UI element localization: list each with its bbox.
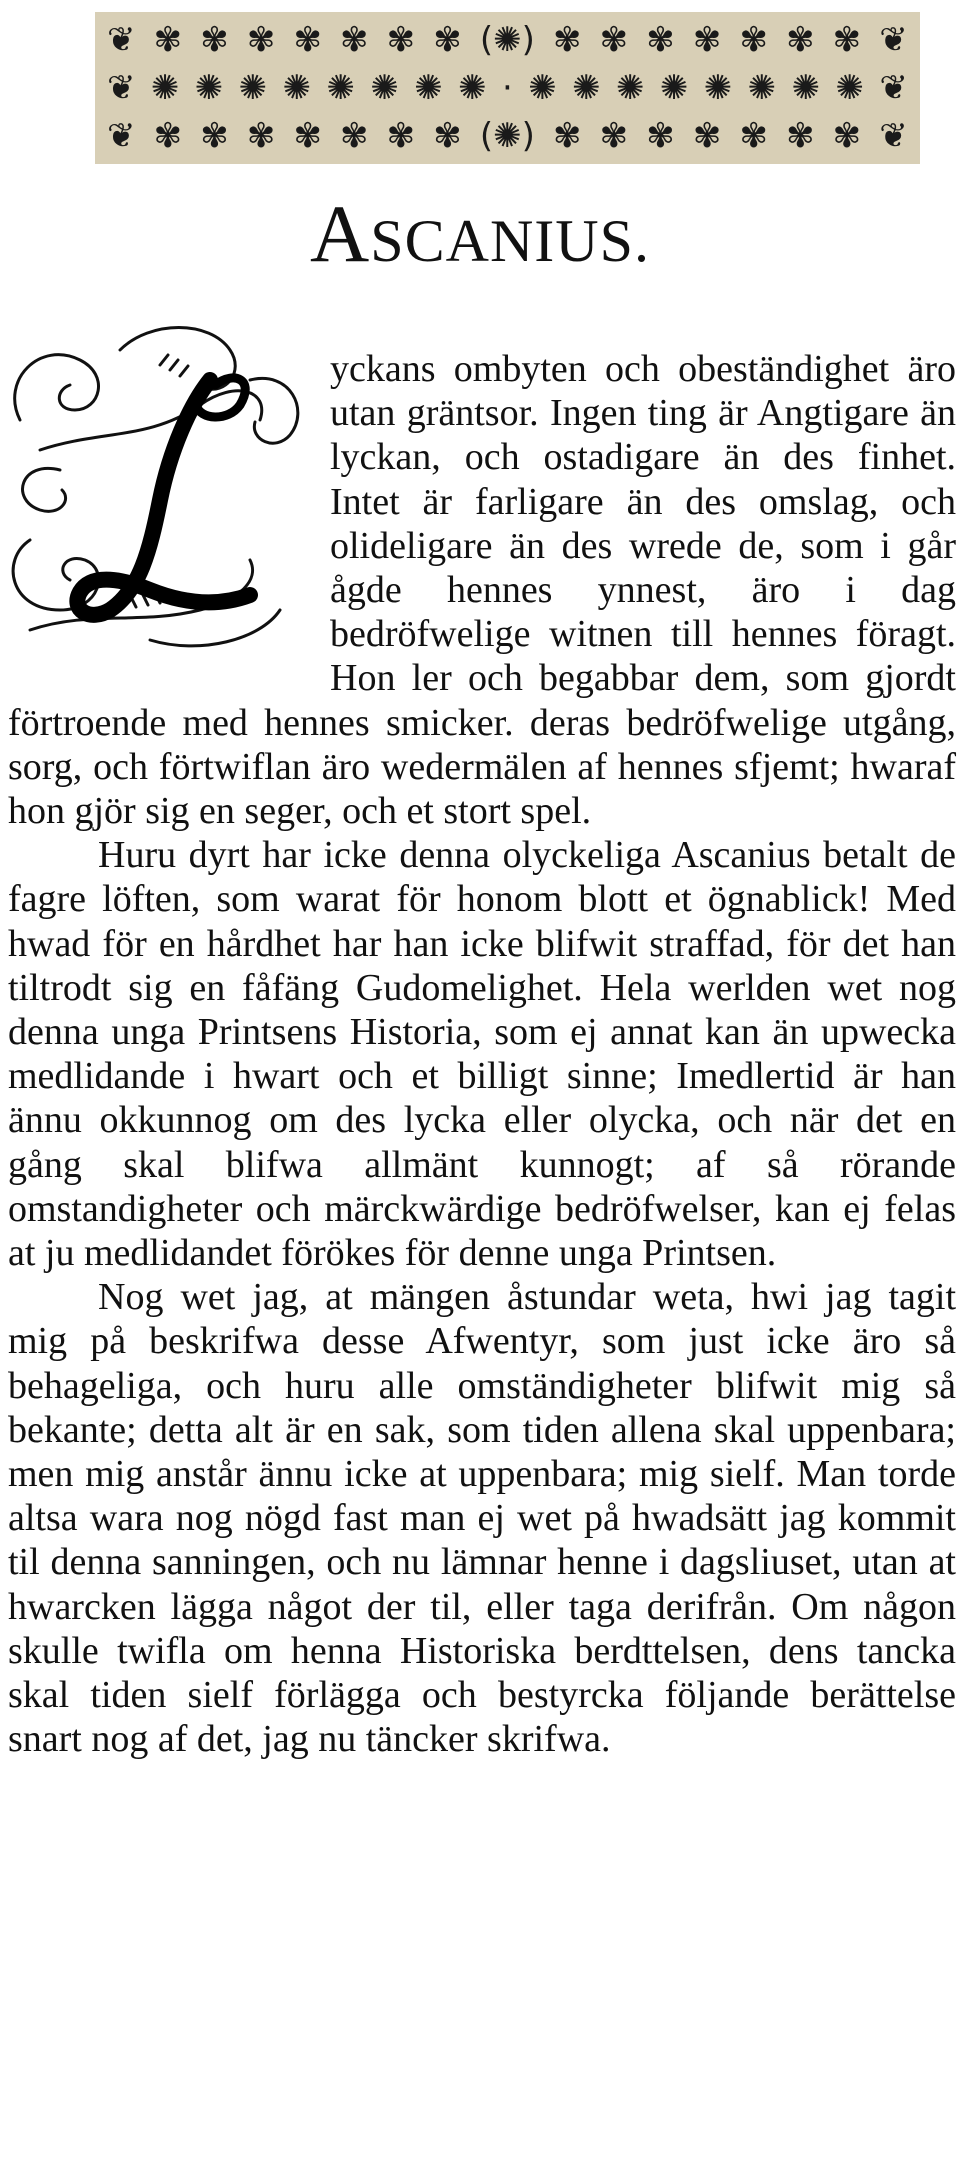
ornament-row-top: ❦ ✾ ✾ ✾ ✾ ✾ ✾ ✾ (✺) ✾ ✾ ✾ ✾ ✾ ✾ ✾ ❦ xyxy=(107,20,908,60)
ornament-band xyxy=(95,12,920,164)
initial-spacer xyxy=(8,347,330,657)
ornament-row-bottom: ❦ ✾ ✾ ✾ ✾ ✾ ✾ ✾ (✺) ✾ ✾ ✾ ✾ ✾ ✾ ✾ ❦ xyxy=(107,116,908,156)
paragraph-1: yckans ombyten och obeständighet äro utan gräntsor. Ingen ting är Angtigare än lyckan, och ostadigare än des finhet. Intet är farligare än des omslag, och olideligare än des wrede de, som i går ågde hennes ynnest, äro i dag bedröfwelige witnen till hennes föragt. Hon ler och begabbar dem, som gjordt förtroende med hennes smicker. deras bedröfwelige utgång, sorg, och förtwiflan äro wedermälen af hennes sfjemt; hwaraf hon gjör sig en seger, och et stort spel. xyxy=(8,348,956,833)
ornament-row-middle: ❦ ✺ ✺ ✺ ✺ ✺ ✺ ✺ ✺ · ✺ ✺ ✺ ✺ ✺ ✺ ✺ ✺ ❦ xyxy=(107,68,908,108)
paragraph-3: Nog wet jag, at mängen åstundar weta, hwi jag tagit mig på beskrifwa desse Afwentyr, som just icke äro så behageliga, och huru alle omständigheter blifwit mig så bekante; detta alt är en sak, som tiden allena skal uppenbara; men mig anstår ännu icke at uppenbara; mig sielf. Man torde altsa wara nog nögd fast man ej wet på hwadsätt jag kommit til denna sanningen, och nu lämnar henne i dagsliuset, utan at hwarcken lägga något der til, eller taga derifrån. Om någon skulle twifla om henna Historiska berdttelsen, dens tancka skal tiden sielf förlägga och bestyrcka följande berättelse snart nog af det, jag nu täncker skrifwa. xyxy=(8,1276,956,1761)
body-text xyxy=(8,347,956,1762)
page-title xyxy=(0,186,960,289)
paragraph-2: Huru dyrt har icke denna olyckeliga Ascanius betalt de fagre löften, som warat för honom blott et ögnablick! Med hwad för en hårdhet har han icke blifwit straffad, för det han tiltrodt sig en fåfäng Gudomelighet. Hela werlden wet nog denna unga Printsens Historia, som ej annat kan än upwecka medlidande i hwart och et billigt sinne; Imedlertid är han ännu okkunnog om des lycka eller olycka, och när det en gång skal blifwa allmänt kunnogt; af så rörande omstandigheter och märckwärdige bedröfwelser, kan ej felas at ju medlidandet förökes för denne unga Printsen. xyxy=(8,834,956,1275)
title-first-letter: A xyxy=(310,188,371,279)
title-rest: SCANIUS. xyxy=(370,208,650,274)
